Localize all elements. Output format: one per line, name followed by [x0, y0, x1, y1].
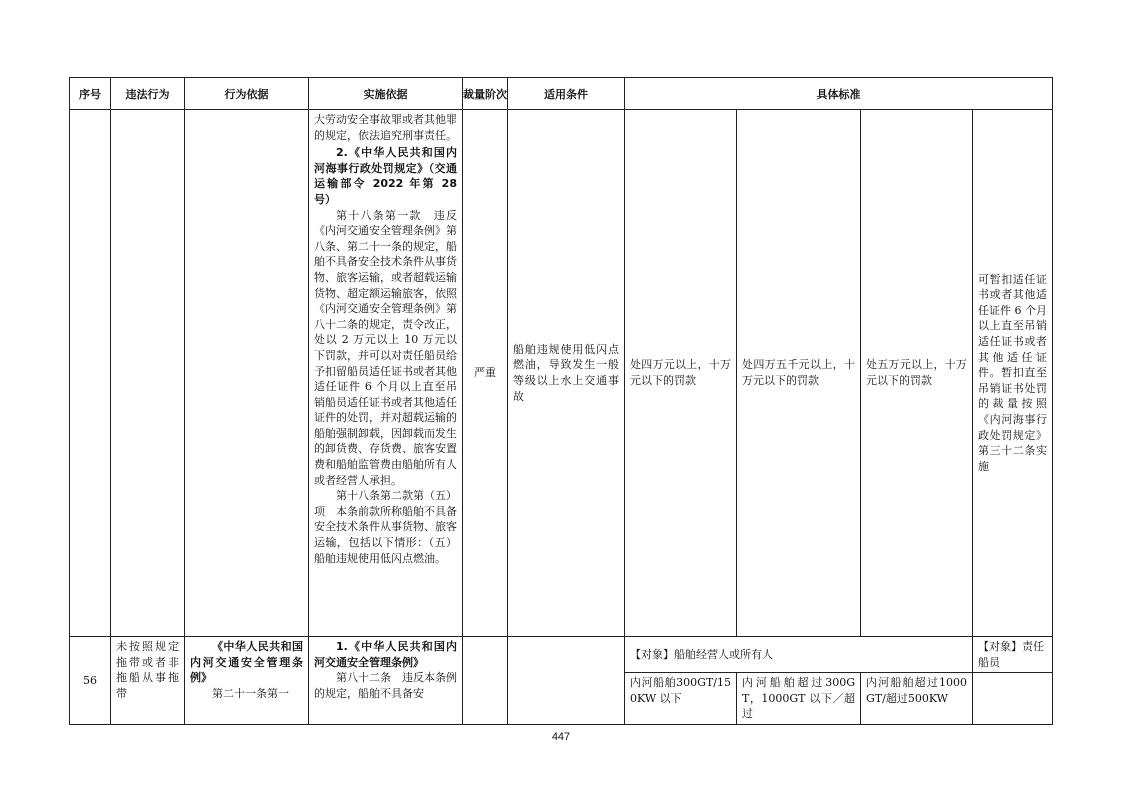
table-row — [70, 110, 1053, 637]
header-standard: 具体标准 — [625, 78, 1053, 110]
row2-level — [463, 637, 508, 725]
header-condition: 适用条件 — [508, 78, 625, 110]
header-level: 裁量阶次 — [463, 78, 508, 110]
page-number: 447 — [551, 731, 571, 743]
header-no: 序号 — [70, 78, 111, 110]
row2-no — [70, 637, 111, 725]
row2-sub-3 — [861, 673, 973, 725]
standard-text: 可暂扣适任证书或者其他适任证件 6 个月以上直至吊销适任证书或者其他适任证件。暂扣直至吊销证书处罚的裁量按照《内河海事行政处罚规定》第三十二条实施 — [978, 272, 1047, 473]
impl-regulation-title: 2.《中华人民共和国内河海事行政处罚规定》（交通运输部令 2022 年第 28 号） — [314, 146, 457, 206]
basis-title: 《中华人民共和国内河交通安全管理条例》 — [190, 640, 303, 685]
row1-violation — [111, 110, 185, 637]
row-number: 56 — [83, 673, 97, 687]
row1-level — [463, 110, 508, 637]
row1-standard-1 — [625, 110, 737, 637]
table-row — [70, 637, 1053, 673]
row2-condition — [508, 637, 625, 725]
row2-impl-basis — [309, 637, 463, 725]
standard-text: 处四万五千元以上，十万元以下的罚款 — [742, 358, 855, 387]
header-violation: 违法行为 — [111, 78, 185, 110]
basis-text: 第二十一条第一 — [212, 686, 289, 700]
target-owner-text: 【对象】船舶经营人或所有人 — [630, 647, 773, 661]
row2-basis — [185, 637, 309, 725]
row1-no — [70, 110, 111, 637]
row1-impl-basis — [309, 110, 463, 637]
header-impl-basis: 实施依据 — [309, 78, 463, 110]
row2-target-crew — [973, 637, 1053, 673]
row1-standard-4 — [973, 110, 1053, 637]
row2-sub-1 — [625, 673, 737, 725]
tonnage-text: 内河船舶超过1000GT/超过500KW — [866, 676, 967, 705]
row2-violation — [111, 637, 185, 725]
impl-paragraph: 大劳动安全事故罪或者其他罪的规定，依法追究刑事责任。 — [314, 113, 457, 142]
impl-title: 1.《中华人民共和国内河交通安全管理条例》 — [314, 640, 457, 669]
row1-condition — [508, 110, 625, 637]
tonnage-text: 内河船舶超过300GT，1000GT 以下／超过 — [742, 676, 855, 721]
standard-text: 处四万元以上，十万元以下的罚款 — [630, 358, 731, 387]
tonnage-text: 内河船舶300GT/150KW 以下 — [630, 676, 731, 705]
violation-text: 未按照规定拖带或者非拖船从事拖带 — [116, 640, 179, 700]
level-text: 严重 — [474, 366, 496, 380]
header-row — [70, 78, 1053, 110]
row2-sub-4 — [973, 673, 1053, 725]
row1-standard-3 — [861, 110, 973, 637]
impl-text: 第八十二条 违反本条例的规定，船舶不具备安 — [314, 671, 457, 700]
row1-standard-2 — [737, 110, 861, 637]
condition-text: 船舶违规使用低闪点燃油，导致发生一般等级以上水上交通事故 — [513, 342, 619, 403]
row1-basis — [185, 110, 309, 637]
regulation-table — [69, 77, 1053, 725]
header-basis: 行为依据 — [185, 78, 309, 110]
impl-article-18-1: 第十八条第一款 违反《内河交通安全管理条例》第八条、第二十一条的规定，船舶不具备安全技术条件从事货物、旅客运输，或者超载运输货物、超定额运输旅客，依照《内河交通安全管理条例》第八十二条的规定，责令改正，处以 2 万元以上 10 万元以下罚款，并可以对责任船员给予扣留船员适任证书或者其他适任证件 6 个月以上直至吊销船员适任证书或者其他适任证件的处罚，并对超载运输的船舶强制卸载，因卸载而发生的卸货费、存货费、旅客安置费和船舶监管费由船舶所有人或者经营人承担。 — [314, 208, 457, 487]
row2-target-owner — [625, 637, 973, 673]
target-crew-text: 【对象】责任船员 — [978, 640, 1044, 669]
row2-sub-2 — [737, 673, 861, 725]
impl-article-18-2: 第十八条第二款第（五）项 本条前款所称船舶不具备安全技术条件从事货物、旅客运输，包括以下情形：（五）船舶违规使用低闪点燃油。 — [314, 489, 457, 565]
standard-text: 处五万元以上，十万元以下的罚款 — [866, 358, 967, 387]
